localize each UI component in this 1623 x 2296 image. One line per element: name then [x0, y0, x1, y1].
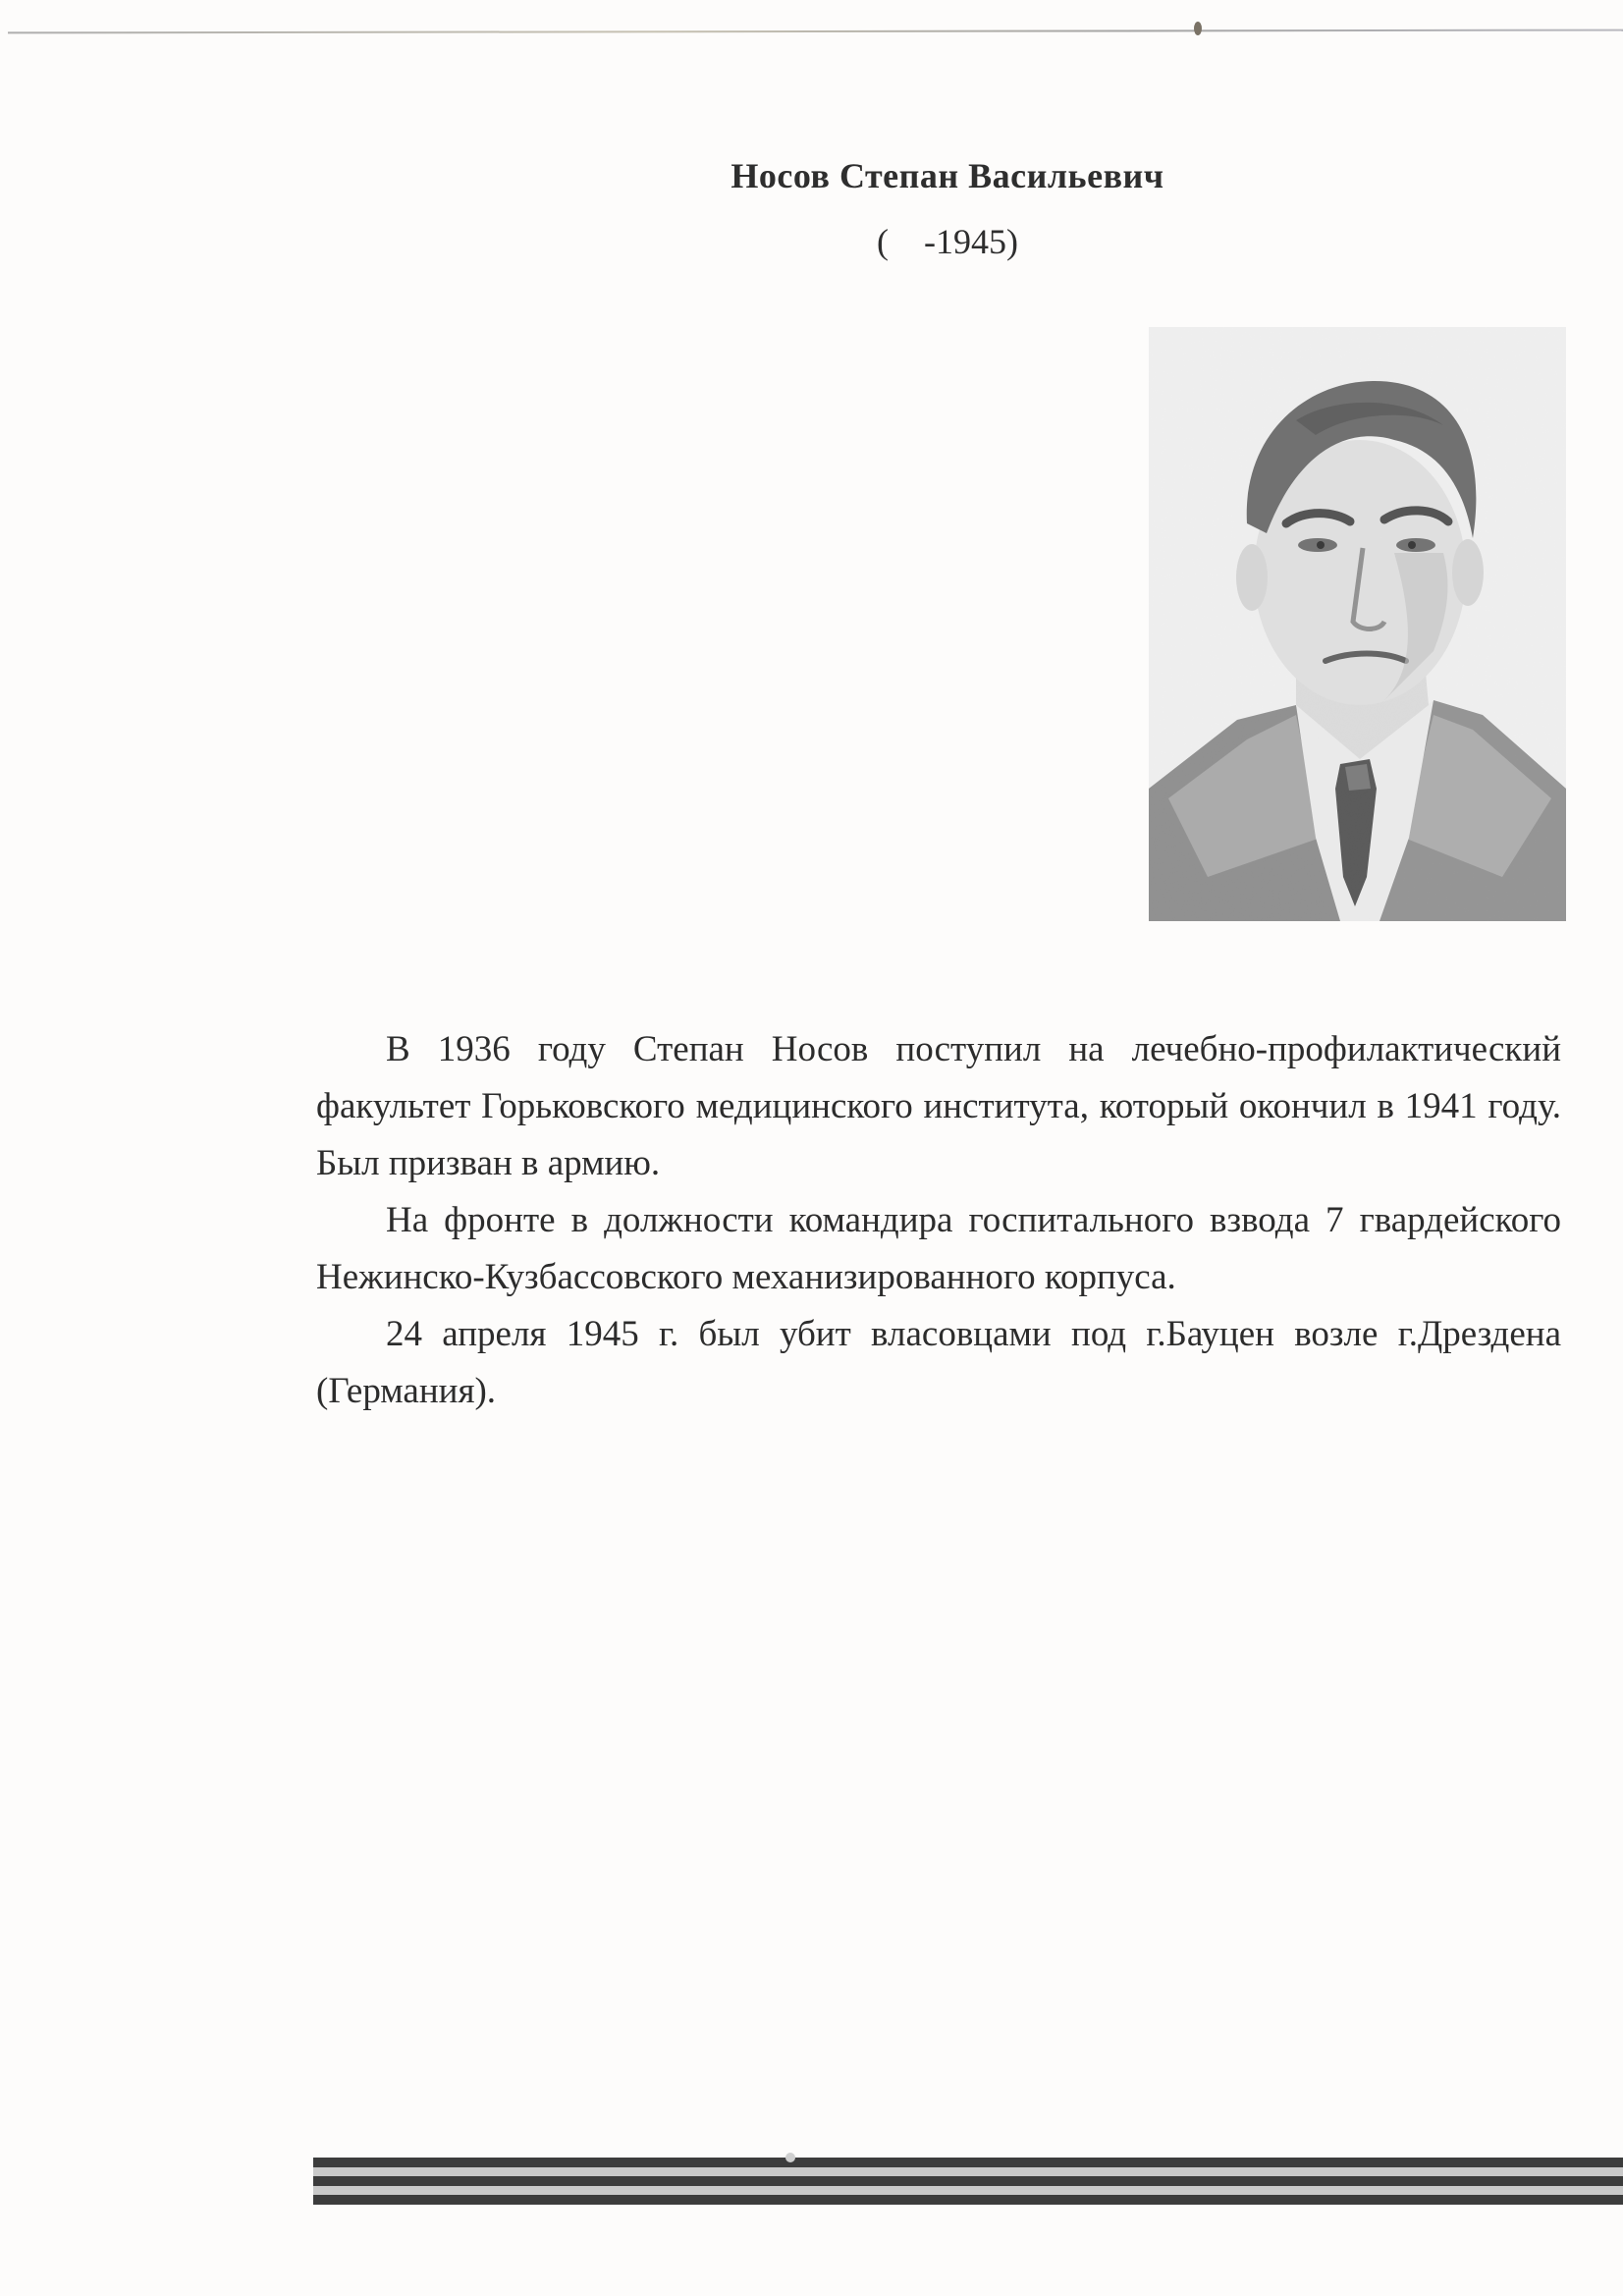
paragraph-education: В 1936 году Степан Носов поступил на лечебно-профилактический факультет Горьковского медицинского института, который окончил в 1941 году. Был призван в армию.: [316, 1029, 1561, 1183]
paragraph-death: 24 апреля 1945 г. был убит власовцами под г.Бауцен возле г.Дрездена (Германия).: [316, 1314, 1561, 1411]
biography-text: [316, 1021, 1561, 1420]
scan-mark: [785, 2153, 795, 2162]
portrait-photo: [1149, 327, 1566, 921]
portrait-image-icon: [1149, 327, 1566, 921]
st-george-ribbon-divider: [313, 2158, 1623, 2205]
ribbon-stripe-dark: [313, 2158, 1623, 2167]
ribbon-stripe-dark: [313, 2195, 1623, 2205]
paragraph-front-service: На фронте в должности командира госпитального взвода 7 гвардейского Нежинско-Кузбассовского механизированного корпуса.: [316, 1200, 1561, 1297]
ribbon-stripe-dark: [313, 2176, 1623, 2186]
life-dates: ( -1945): [877, 222, 1018, 261]
scan-edge-line: [8, 29, 1623, 34]
page-title: Носов Степан Васильевич: [730, 156, 1164, 195]
scan-mark: [1194, 22, 1202, 35]
ribbon-stripe-light: [313, 2186, 1623, 2196]
ribbon-stripe-light: [313, 2167, 1623, 2177]
